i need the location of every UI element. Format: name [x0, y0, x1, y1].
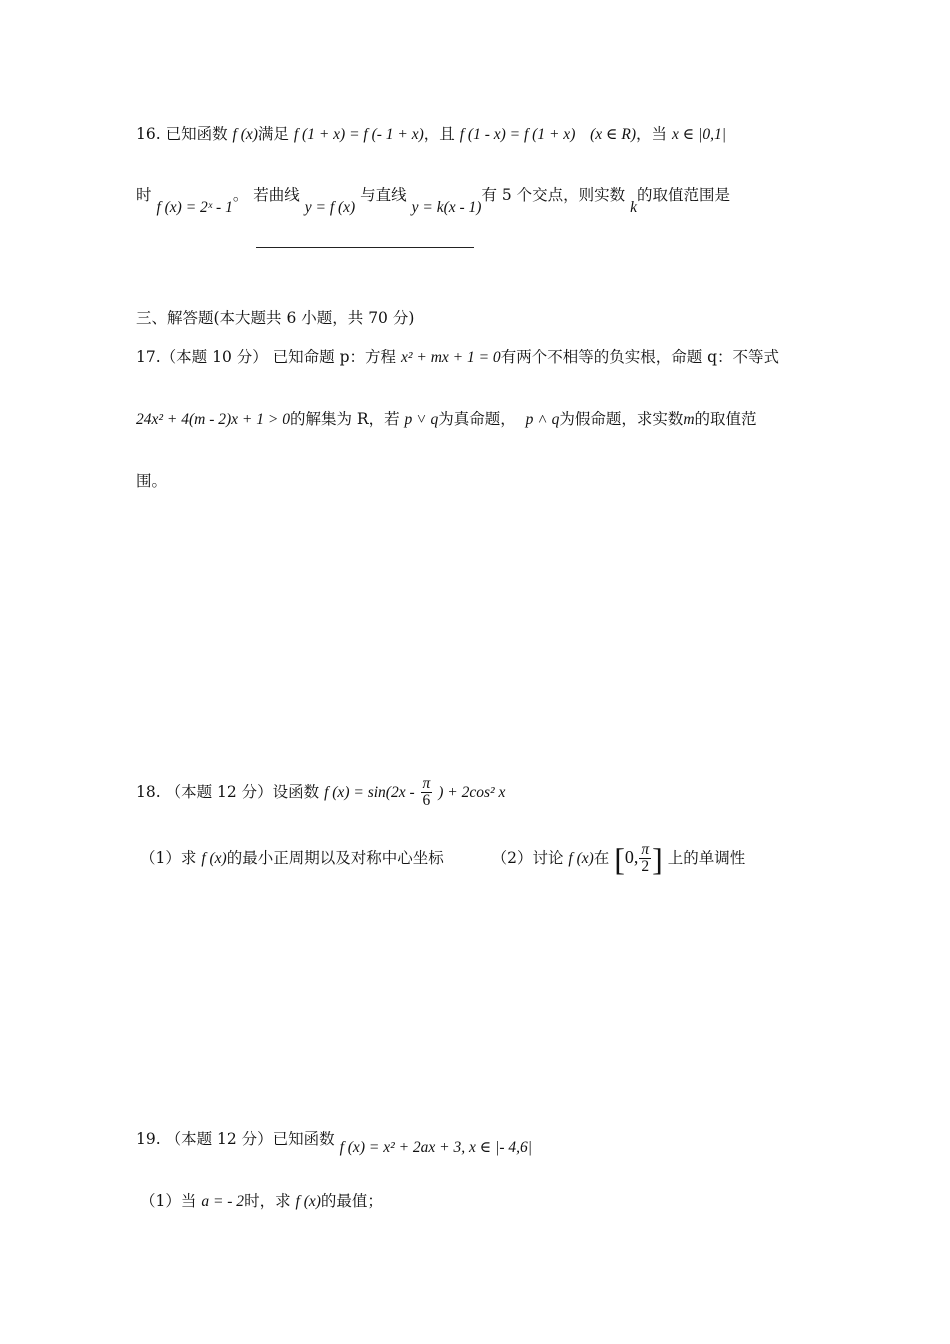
q19-part1-label: （1）当 [140, 1192, 197, 1210]
q18-right-bracket: ] [652, 840, 663, 877]
answer-blank [256, 247, 474, 248]
q18-eq-left: f (x) = sin(2x - [324, 783, 415, 801]
q18-part2-in: 在 [593, 848, 610, 867]
q16-satisfies: 满足 [257, 125, 289, 143]
q17-text4: 为假命题，求实数 [559, 410, 684, 428]
q16-k: k [630, 199, 638, 216]
q16-eq4: y = f (x) [304, 199, 356, 216]
q18-zero: 0, [624, 846, 639, 867]
q18-six: 6 [422, 792, 431, 810]
q16-line2 [136, 186, 731, 216]
q19-eq: f (x) = x² + 2ax + 3, x ∈ |- 4,6| [339, 1139, 533, 1156]
q18-part2-fx: f (x) [568, 849, 594, 867]
q17-text1: 有两个不相等的负实根，命题 q：不等式 [500, 348, 780, 366]
q16-five: 有 5 个交点，则实数 [481, 186, 626, 204]
q17-text2: 的解集为 R，若 [289, 410, 400, 428]
q17-line2 [136, 410, 757, 429]
q16-domain: (x ∈ R) [590, 126, 637, 143]
q18-two: 2 [641, 858, 650, 876]
section3-title: 三、解答题(本大题共 6 小题，共 70 分) [136, 309, 415, 327]
q18-part2-text: 上的单调性 [667, 848, 746, 867]
q17-eq2: 24x² + 4(m - 2)x + 1 > 0 [136, 411, 290, 428]
q18-left-bracket: [ [614, 840, 625, 877]
q19-line2 [140, 1192, 383, 1211]
q16-line1 [136, 125, 726, 144]
q19-part1-text: 的最值； [320, 1192, 383, 1210]
q17-line3: 围。 [136, 472, 168, 490]
q17-or: p ˅ q [404, 411, 439, 428]
q18-pi: π [422, 775, 431, 792]
q17-text3: 为真命题， [438, 410, 516, 428]
q18-pi-over-2 [639, 842, 651, 876]
q18-eq-right: ) + 2cos² x [438, 783, 506, 801]
q19-label: 19. （本题 12 分）已知函数 [136, 1130, 335, 1148]
q16-eq5: y = k(x - 1) [411, 199, 482, 216]
q17-line1 [136, 348, 779, 367]
q16-range: 的取值范围是 [637, 186, 731, 204]
q16-interval: x ∈ |0,1| [672, 126, 727, 143]
q18-line2 [140, 842, 745, 876]
q19-line1 [136, 1130, 533, 1156]
q17-label: 17.（本题 10 分） 已知命题 p：方程 [136, 348, 397, 366]
q17-m: m [683, 411, 695, 428]
q16-eq3: f (x) = 2ˣ - 1 [156, 199, 233, 216]
q17-and: p ˄ q [525, 411, 560, 428]
q16-eq2: f (1 - x) = f (1 + x) [459, 126, 576, 143]
q16-curve: 若曲线 [253, 186, 300, 204]
q17-eq1: x² + mx + 1 = 0 [400, 349, 501, 366]
q18-pi2: π [641, 841, 650, 858]
q18-part2-label: （2）讨论 [491, 848, 564, 867]
q16-fx: f (x) [232, 126, 258, 143]
q18-part1-fx: f (x) [201, 849, 227, 867]
q16-label: 16. 已知函数 [136, 125, 228, 143]
q16-dot: 。 [232, 186, 249, 204]
q19-fx: f (x) [295, 1193, 321, 1210]
q18-part1-label: （1）求 [140, 848, 197, 867]
q16-time: 时 [136, 186, 152, 204]
q18-part1-text: 的最小正周期以及对称中心坐标 [226, 848, 444, 867]
q16-when: ，当 [636, 125, 668, 143]
q17-text5: 的取值范 [694, 410, 757, 428]
q18-pi-over-6 [421, 776, 433, 810]
q18-line1 [136, 776, 505, 810]
q18-label: 18. （本题 12 分）设函数 [136, 782, 320, 801]
q16-withline: 与直线 [360, 186, 407, 204]
q19-part1-when: 时，求 [244, 1192, 291, 1210]
q16-eq1: f (1 + x) = f (- 1 + x) [293, 126, 424, 143]
q16-and: ，且 [423, 125, 455, 143]
q19-a-eq: a = - 2 [201, 1193, 245, 1210]
